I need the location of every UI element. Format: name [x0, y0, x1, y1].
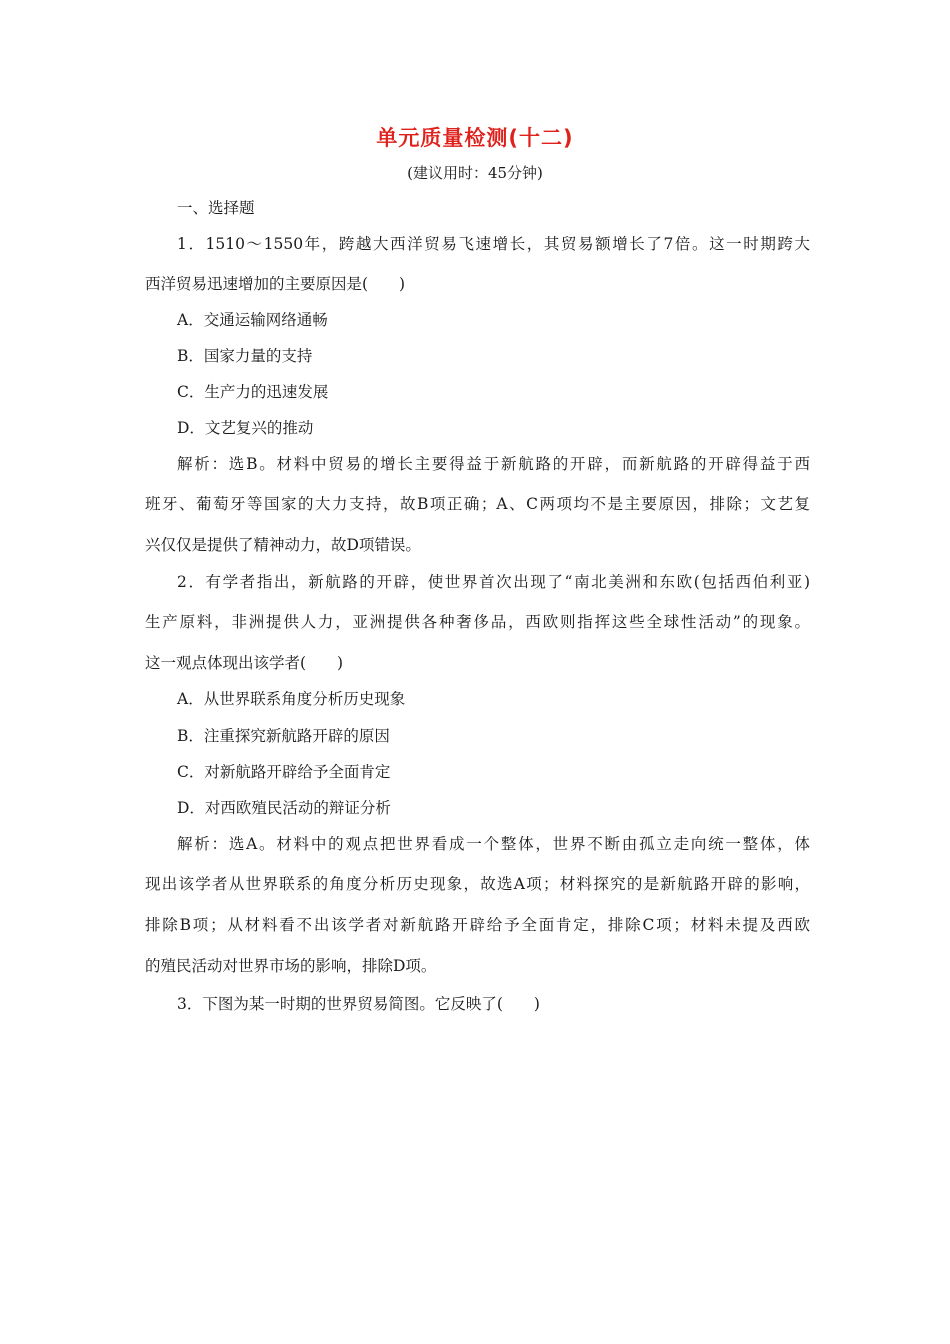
- q3-stem-line-1: 3．下图为某一时期的世界贸易简图。它反映了( ): [177, 995, 540, 1013]
- q2-option-d: D．对西欧殖民活动的辩证分析: [177, 799, 391, 817]
- page-title: 单元质量检测(十二): [376, 126, 574, 150]
- q1-analysis-line-1: 解析：选B。材料中贸易的增长主要得益于新航路的开辟，而新航路的开辟得益于西: [177, 455, 810, 473]
- q1-option-c: C．生产力的迅速发展: [177, 383, 329, 401]
- q2-option-c: C．对新航路开辟给予全面肯定: [177, 763, 391, 781]
- time-suggestion: (建议用时：45分钟): [407, 164, 543, 182]
- q1-option-a: A．交通运输网络通畅: [177, 311, 328, 329]
- q1-stem-line-1: 1．1510～1550年，跨越大西洋贸易飞速增长，其贸易额增长了7倍。这一时期跨大: [177, 235, 810, 253]
- q1-option-d: D．文艺复兴的推动: [177, 419, 314, 437]
- section-heading: 一、选择题: [177, 199, 255, 217]
- q1-option-b: B．国家力量的支持: [177, 347, 313, 365]
- q2-option-b: B．注重探究新航路开辟的原因: [177, 727, 390, 745]
- q2-analysis-line-1: 解析：选A。材料中的观点把世界看成一个整体，世界不断由孤立走向统一整体，体: [177, 835, 810, 853]
- q2-option-a: A．从世界联系角度分析历史现象: [177, 690, 406, 708]
- q2-stem-line-3: 这一观点体现出该学者( ): [145, 654, 344, 672]
- q2-analysis-line-2: 现出该学者从世界联系的角度分析历史现象，故选A项；材料探究的是新航路开辟的影响，: [145, 875, 810, 893]
- q2-stem-line-1: 2．有学者指出，新航路的开辟，使世界首次出现了“南北美洲和东欧(包括西伯利亚): [177, 573, 810, 591]
- q2-analysis-line-3: 排除B项；从材料看不出该学者对新航路开辟给予全面肯定，排除C项；材料未提及西欧: [145, 916, 810, 934]
- q2-analysis-line-4: 的殖民活动对世界市场的影响，排除D项。: [145, 957, 437, 975]
- q1-analysis-line-3: 兴仅仅是提供了精神动力，故D项错误。: [145, 536, 421, 554]
- q1-stem-line-2: 西洋贸易迅速增加的主要原因是( ): [145, 275, 406, 293]
- q2-stem-line-2: 生产原料，非洲提供人力，亚洲提供各种奢侈品，西欧则指挥这些全球性活动”的现象。: [145, 613, 810, 631]
- q1-analysis-line-2: 班牙、葡萄牙等国家的大力支持，故B项正确；A、C两项均不是主要原因，排除；文艺复: [145, 495, 810, 513]
